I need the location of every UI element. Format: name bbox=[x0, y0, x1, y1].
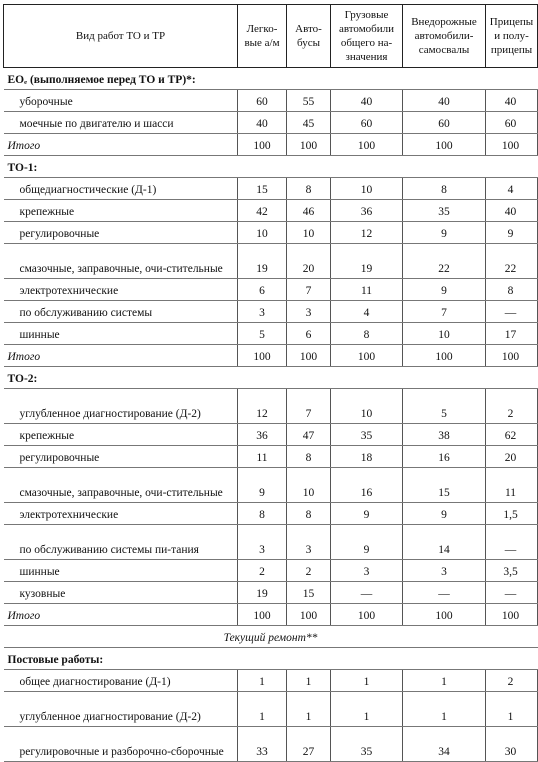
value-offroad: 7 bbox=[403, 301, 486, 323]
value-trailers: — bbox=[486, 301, 538, 323]
value-cars: 1 bbox=[238, 692, 287, 727]
header-cars: Легко-вые а/м bbox=[238, 5, 287, 68]
value-cars: 3 bbox=[238, 525, 287, 560]
table-row bbox=[4, 626, 538, 648]
value-buses: 15 bbox=[287, 582, 331, 604]
value-trailers: 17 bbox=[486, 323, 538, 345]
row-label: регулировочные bbox=[4, 222, 238, 244]
table-row bbox=[4, 200, 538, 222]
value-trucks: 11 bbox=[331, 279, 403, 301]
value-offroad: 35 bbox=[403, 200, 486, 222]
row-label: крепежные bbox=[4, 200, 238, 222]
table-row bbox=[4, 670, 538, 692]
value-trucks: 19 bbox=[331, 244, 403, 279]
row-label: уборочные bbox=[4, 90, 238, 112]
row-label: по обслуживанию системы пи-тания bbox=[4, 525, 238, 560]
value-buses: 100 bbox=[287, 134, 331, 156]
value-offroad: 16 bbox=[403, 446, 486, 468]
value-trucks: 4 bbox=[331, 301, 403, 323]
table-row bbox=[4, 525, 538, 560]
table-row bbox=[4, 112, 538, 134]
header-work-type: Вид работ ТО и ТР bbox=[4, 5, 238, 68]
value-offroad: 5 bbox=[403, 389, 486, 424]
value-trucks: — bbox=[331, 582, 403, 604]
value-offroad: 9 bbox=[403, 279, 486, 301]
row-label: общее диагностирование (Д-1) bbox=[4, 670, 238, 692]
value-buses: 6 bbox=[287, 323, 331, 345]
row-label: Постовые работы: bbox=[4, 648, 538, 670]
value-trucks: 1 bbox=[331, 670, 403, 692]
row-label: регулировочные bbox=[4, 446, 238, 468]
value-trucks: 3 bbox=[331, 560, 403, 582]
value-cars: 100 bbox=[238, 134, 287, 156]
row-label: смазочные, заправочные, очи-стительные bbox=[4, 468, 238, 503]
value-trailers: 4 bbox=[486, 178, 538, 200]
value-trailers: 2 bbox=[486, 389, 538, 424]
value-offroad: 100 bbox=[403, 134, 486, 156]
value-trailers: — bbox=[486, 525, 538, 560]
value-trailers: 1,5 bbox=[486, 503, 538, 525]
row-label: общедиагностические (Д-1) bbox=[4, 178, 238, 200]
header-offroad-dumpers: Внедорожные автомобили-самосвалы bbox=[403, 5, 486, 68]
row-label: крепежные bbox=[4, 424, 238, 446]
value-buses: 8 bbox=[287, 178, 331, 200]
value-buses: 10 bbox=[287, 468, 331, 503]
row-label: электротехнические bbox=[4, 279, 238, 301]
table-row bbox=[4, 424, 538, 446]
row-label: по обслуживанию системы bbox=[4, 301, 238, 323]
value-trucks: 16 bbox=[331, 468, 403, 503]
value-cars: 9 bbox=[238, 468, 287, 503]
value-buses: 55 bbox=[287, 90, 331, 112]
value-trucks: 36 bbox=[331, 200, 403, 222]
row-label: Итого bbox=[4, 345, 238, 367]
row-label: углубленное диагностирование (Д-2) bbox=[4, 389, 238, 424]
header-trailers: Прицепы и полу-прицепы bbox=[486, 5, 538, 68]
value-trucks: 35 bbox=[331, 727, 403, 762]
table-row bbox=[4, 446, 538, 468]
value-cars: 8 bbox=[238, 503, 287, 525]
value-buses: 10 bbox=[287, 222, 331, 244]
row-label: Итого bbox=[4, 604, 238, 626]
value-trucks: 12 bbox=[331, 222, 403, 244]
value-offroad: — bbox=[403, 582, 486, 604]
value-buses: 2 bbox=[287, 560, 331, 582]
row-label: углубленное диагностирование (Д-2) bbox=[4, 692, 238, 727]
row-label: электротехнические bbox=[4, 503, 238, 525]
row-label: ЕОₑ (выполняемое перед ТО и ТР)*: bbox=[4, 68, 538, 90]
value-offroad: 22 bbox=[403, 244, 486, 279]
table-row bbox=[4, 244, 538, 279]
value-buses: 46 bbox=[287, 200, 331, 222]
value-offroad: 9 bbox=[403, 222, 486, 244]
row-label: Итого bbox=[4, 134, 238, 156]
value-trailers: 60 bbox=[486, 112, 538, 134]
value-trailers: 100 bbox=[486, 604, 538, 626]
value-cars: 100 bbox=[238, 345, 287, 367]
table-row bbox=[4, 604, 538, 626]
value-offroad: 38 bbox=[403, 424, 486, 446]
value-cars: 1 bbox=[238, 670, 287, 692]
value-trailers: 1 bbox=[486, 692, 538, 727]
table-row bbox=[4, 367, 538, 389]
value-buses: 7 bbox=[287, 279, 331, 301]
value-trucks: 18 bbox=[331, 446, 403, 468]
value-buses: 1 bbox=[287, 670, 331, 692]
row-label: моечные по двигателю и шасси bbox=[4, 112, 238, 134]
row-label: ТО-1: bbox=[4, 156, 538, 178]
value-trucks: 9 bbox=[331, 525, 403, 560]
value-buses: 45 bbox=[287, 112, 331, 134]
table-row bbox=[4, 323, 538, 345]
value-offroad: 100 bbox=[403, 604, 486, 626]
value-trucks: 60 bbox=[331, 112, 403, 134]
value-trucks: 40 bbox=[331, 90, 403, 112]
value-buses: 7 bbox=[287, 389, 331, 424]
value-buses: 8 bbox=[287, 503, 331, 525]
value-offroad: 14 bbox=[403, 525, 486, 560]
table-row bbox=[4, 692, 538, 727]
value-offroad: 8 bbox=[403, 178, 486, 200]
value-cars: 33 bbox=[238, 727, 287, 762]
value-cars: 36 bbox=[238, 424, 287, 446]
table-row bbox=[4, 90, 538, 112]
value-cars: 15 bbox=[238, 178, 287, 200]
value-trucks: 100 bbox=[331, 134, 403, 156]
work-distribution-table bbox=[3, 4, 538, 762]
value-trucks: 35 bbox=[331, 424, 403, 446]
value-cars: 100 bbox=[238, 604, 287, 626]
value-trailers: 11 bbox=[486, 468, 538, 503]
table-row bbox=[4, 560, 538, 582]
table-row bbox=[4, 503, 538, 525]
value-trailers: 30 bbox=[486, 727, 538, 762]
value-trailers: — bbox=[486, 582, 538, 604]
value-buses: 3 bbox=[287, 525, 331, 560]
value-cars: 10 bbox=[238, 222, 287, 244]
value-trucks: 10 bbox=[331, 178, 403, 200]
value-buses: 1 bbox=[287, 692, 331, 727]
value-buses: 100 bbox=[287, 604, 331, 626]
table-row bbox=[4, 134, 538, 156]
table-body bbox=[4, 68, 538, 762]
header-trucks: Грузовые автомобили общего на-значения bbox=[331, 5, 403, 68]
value-cars: 3 bbox=[238, 301, 287, 323]
table-row bbox=[4, 468, 538, 503]
value-trucks: 100 bbox=[331, 345, 403, 367]
value-offroad: 34 bbox=[403, 727, 486, 762]
value-trailers: 3,5 bbox=[486, 560, 538, 582]
value-cars: 2 bbox=[238, 560, 287, 582]
value-trailers: 100 bbox=[486, 134, 538, 156]
table-row bbox=[4, 345, 538, 367]
value-cars: 19 bbox=[238, 244, 287, 279]
value-cars: 42 bbox=[238, 200, 287, 222]
row-label: шинные bbox=[4, 323, 238, 345]
table-row bbox=[4, 648, 538, 670]
value-trailers: 2 bbox=[486, 670, 538, 692]
row-label: шинные bbox=[4, 560, 238, 582]
table-row bbox=[4, 222, 538, 244]
value-trucks: 1 bbox=[331, 692, 403, 727]
value-offroad: 100 bbox=[403, 345, 486, 367]
table-row bbox=[4, 389, 538, 424]
value-cars: 6 bbox=[238, 279, 287, 301]
value-trucks: 8 bbox=[331, 323, 403, 345]
value-offroad: 9 bbox=[403, 503, 486, 525]
value-cars: 40 bbox=[238, 112, 287, 134]
row-label: Текущий ремонт** bbox=[4, 626, 538, 648]
value-buses: 3 bbox=[287, 301, 331, 323]
value-trailers: 62 bbox=[486, 424, 538, 446]
header-buses: Авто-бусы bbox=[287, 5, 331, 68]
value-buses: 47 bbox=[287, 424, 331, 446]
value-offroad: 3 bbox=[403, 560, 486, 582]
value-trailers: 40 bbox=[486, 90, 538, 112]
table-row bbox=[4, 68, 538, 90]
value-trucks: 100 bbox=[331, 604, 403, 626]
value-buses: 20 bbox=[287, 244, 331, 279]
value-cars: 19 bbox=[238, 582, 287, 604]
value-trailers: 22 bbox=[486, 244, 538, 279]
value-trucks: 10 bbox=[331, 389, 403, 424]
table-row bbox=[4, 301, 538, 323]
value-cars: 5 bbox=[238, 323, 287, 345]
row-label: регулировочные и разборочно-сборочные bbox=[4, 727, 238, 762]
value-cars: 60 bbox=[238, 90, 287, 112]
row-label: ТО-2: bbox=[4, 367, 538, 389]
value-offroad: 1 bbox=[403, 692, 486, 727]
value-offroad: 15 bbox=[403, 468, 486, 503]
row-label: смазочные, заправочные, очи-стительные bbox=[4, 244, 238, 279]
table-row bbox=[4, 582, 538, 604]
value-offroad: 40 bbox=[403, 90, 486, 112]
value-cars: 12 bbox=[238, 389, 287, 424]
table-row bbox=[4, 727, 538, 762]
value-trucks: 9 bbox=[331, 503, 403, 525]
value-trailers: 8 bbox=[486, 279, 538, 301]
table-row bbox=[4, 156, 538, 178]
value-offroad: 60 bbox=[403, 112, 486, 134]
value-buses: 27 bbox=[287, 727, 331, 762]
row-label: кузовные bbox=[4, 582, 238, 604]
value-offroad: 10 bbox=[403, 323, 486, 345]
value-buses: 8 bbox=[287, 446, 331, 468]
value-trailers: 40 bbox=[486, 200, 538, 222]
value-cars: 11 bbox=[238, 446, 287, 468]
header-row bbox=[4, 5, 538, 68]
table-row bbox=[4, 178, 538, 200]
value-trailers: 100 bbox=[486, 345, 538, 367]
value-offroad: 1 bbox=[403, 670, 486, 692]
value-trailers: 9 bbox=[486, 222, 538, 244]
value-buses: 100 bbox=[287, 345, 331, 367]
table-row bbox=[4, 279, 538, 301]
value-trailers: 20 bbox=[486, 446, 538, 468]
